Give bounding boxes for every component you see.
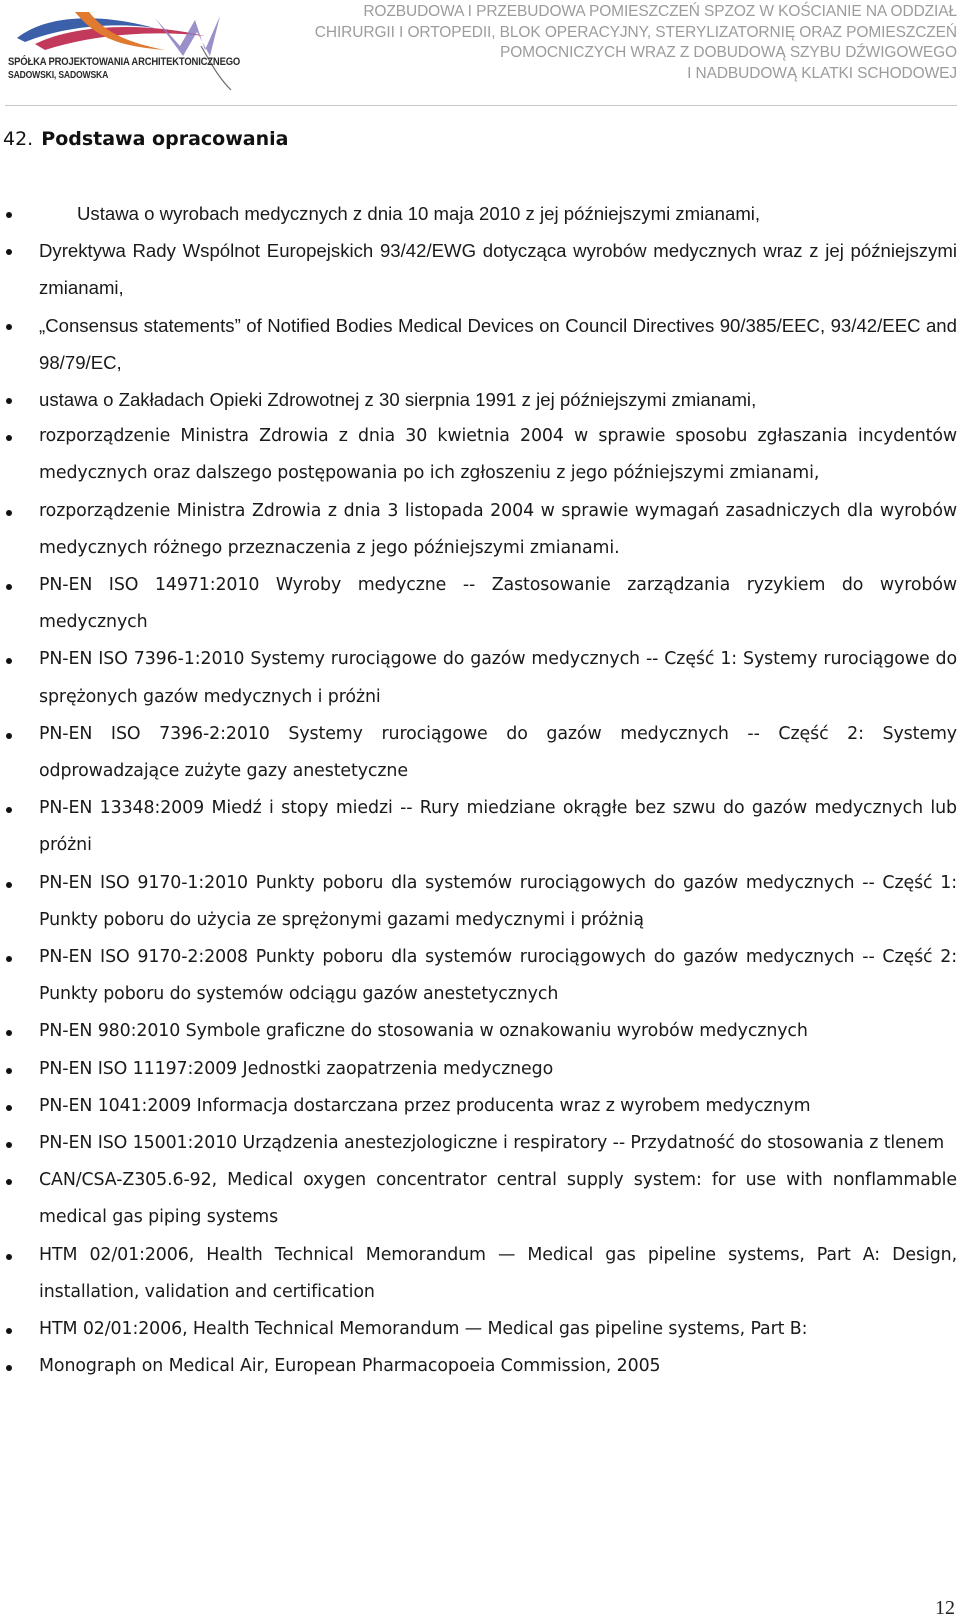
project-title-line: POMOCNICZYCH WRAZ Z DOBUDOWĄ SZYBU DŹWIGOWEGO <box>499 44 957 61</box>
list-item-text: Monograph on Medical Air, European Pharmacopoeia Commission, 2005 <box>39 1356 661 1377</box>
list-item <box>0 1237 960 1311</box>
company-logo <box>5 6 241 94</box>
list-item <box>0 1088 960 1125</box>
list-item-text: PN-EN ISO 14971:2010 Wyroby medyczne -- Zastosowanie zarządzania ryzykiem do wyrobów medycznych <box>39 575 957 633</box>
list-item <box>0 232 960 306</box>
list-item <box>0 1311 960 1348</box>
bullet-icon <box>6 1105 12 1111</box>
bullet-icon <box>6 249 12 255</box>
bullet-icon <box>6 510 12 516</box>
list-item <box>0 716 960 790</box>
list-item <box>0 865 960 939</box>
bullet-icon <box>6 733 12 739</box>
list-item-text: rozporządzenie Ministra Zdrowia z dnia 3 listopada 2004 w sprawie wymagań zasadniczych dla wyrobów medycznych różnego przeznaczenia z jego późniejszymi zmianami. <box>39 500 957 558</box>
list-item <box>0 939 960 1013</box>
list-item-text: HTM 02/01:2006, Health Technical Memorandum — Medical gas pipeline systems, Part B: <box>39 1319 808 1340</box>
list-item <box>0 790 960 864</box>
section-title: Podstawa opracowania <box>41 128 289 150</box>
list-item-text: „Consensus statements” of Notified Bodies Medical Devices on Council Directives 90/385/EEC, 93/42/EEC and 98/79/EC, <box>39 314 957 373</box>
list-item-text: rozporządzenie Ministra Zdrowia z dnia 30 kwietnia 2004 w sprawie sposobu zgłaszania incydentów medycznych oraz dalszego postępowania po ich zgłoszeniu z jego późniejszymi zmianami, <box>39 426 957 484</box>
list-item-text: PN-EN ISO 9170-2:2008 Punkty poboru dla systemów rurociągowych do gazów medycznych -- Część 2: Punkty poboru do systemów odciągu gazów anestetycznych <box>39 947 957 1005</box>
bullet-icon <box>6 956 12 962</box>
list-item <box>0 381 960 418</box>
list-item <box>0 307 960 381</box>
list-item-text: PN-EN 980:2010 Symbole graficzne do stosowania w oznakowaniu wyrobów medycznych <box>39 1021 808 1042</box>
list-item-text: PN-EN ISO 15001:2010 Urządzenia anestezjologiczne i respiratory -- Przydatność do stosowania z tlenem <box>39 1133 945 1154</box>
project-title-line: CHIRURGII I ORTOPEDII, BLOK OPERACYJNY, STERYLIZATORNIĘ ORAZ POMIESZCZEŃ <box>314 23 957 41</box>
header-divider <box>5 105 957 106</box>
project-title <box>257 2 957 84</box>
bullet-icon <box>6 1328 12 1334</box>
bullet-icon <box>6 324 12 330</box>
list-item-text: PN-EN ISO 7396-2:2010 Systemy rurociągowe do gazów medycznych -- Część 2: Systemy odprowadzające zużyte gazy anestetyczne <box>39 723 957 782</box>
list-item-text: Ustawa o wyrobach medycznych z dnia 10 maja 2010 z jej późniejszymi zmianami, <box>77 203 761 224</box>
project-title-line: I NADBUDOWĄ KLATKI SCHODOWEJ <box>687 64 957 82</box>
list-item <box>0 1125 960 1162</box>
list-item-text: PN-EN ISO 11197:2009 Jednostki zaopatrzenia medycznego <box>39 1058 554 1079</box>
list-item <box>0 1013 960 1050</box>
list-item-text: PN-EN ISO 9170-1:2010 Punkty poboru dla systemów rurociągowych do gazów medycznych -- Część 1: Punkty poboru do użycia ze sprężonymi gazami medycznymi i próżnią <box>39 872 957 930</box>
bullet-icon <box>6 398 12 404</box>
list-item <box>0 567 960 641</box>
list-item <box>0 1051 960 1088</box>
list-item-text: PN-EN 1041:2009 Informacja dostarczana przez producenta wraz z wyrobem medycznym <box>39 1095 811 1116</box>
list-item-text: HTM 02/01:2006, Health Technical Memorandum — Medical gas pipeline systems, Part A: Design, installation, validation and certification <box>39 1244 957 1302</box>
section-number: 42. <box>3 128 34 150</box>
list-item-text: PN-EN ISO 7396-1:2010 Systemy rurociągowe do gazów medycznych -- Część 1: Systemy rurociągowe do sprężonych gazów medycznych i próżni <box>39 649 957 707</box>
list-item <box>0 195 960 232</box>
bullet-icon <box>6 435 12 441</box>
list-item <box>0 493 960 567</box>
bullet-icon <box>6 1030 12 1036</box>
list-item <box>0 1348 960 1385</box>
list-item-text: Dyrektywa Rady Wspólnot Europejskich 93/42/EWG dotycząca wyrobów medycznych wraz z jej późniejszymi zmianami, <box>39 240 957 299</box>
list-item <box>0 1162 960 1236</box>
page-header <box>0 0 960 108</box>
list-item-text: PN-EN 13348:2009 Miedź i stopy miedzi -- Rury miedziane okrągłe bez szwu do gazów medycznych lub próżni <box>39 798 957 856</box>
logo-company-name: SPÓŁKA PROJEKTOWANIA ARCHITEKTONICZNEGO <box>8 56 241 68</box>
list-item-text: CAN/CSA-Z305.6-92, Medical oxygen concentrator central supply system: for use with nonflammable medical gas piping systems <box>39 1170 957 1228</box>
bullet-icon <box>6 1254 12 1260</box>
bullet-icon <box>6 658 12 664</box>
bullet-icon <box>6 1365 12 1371</box>
bullet-icon <box>6 584 12 590</box>
project-title-line: ROZBUDOWA I PRZEBUDOWA POMIESZCZEŃ SPZOZ W KOŚCIANIE NA ODDZIAŁ <box>363 3 957 20</box>
logo-company-owners: SADOWSKI, SADOWSKA <box>8 70 109 81</box>
bullet-icon <box>6 1179 12 1185</box>
bullet-icon <box>6 882 12 888</box>
bullet-icon <box>6 807 12 813</box>
list-item <box>0 418 960 492</box>
section-heading <box>3 126 288 152</box>
list-item-text: ustawa o Zakładach Opieki Zdrowotnej z 30 sierpnia 1991 z jej późniejszymi zmianami, <box>39 389 757 411</box>
reference-list <box>0 195 960 1386</box>
bullet-icon <box>6 1068 12 1074</box>
list-item <box>0 641 960 715</box>
bullet-icon <box>6 212 12 218</box>
bullet-icon <box>6 1142 12 1148</box>
page-number: 12 <box>935 1597 955 1619</box>
